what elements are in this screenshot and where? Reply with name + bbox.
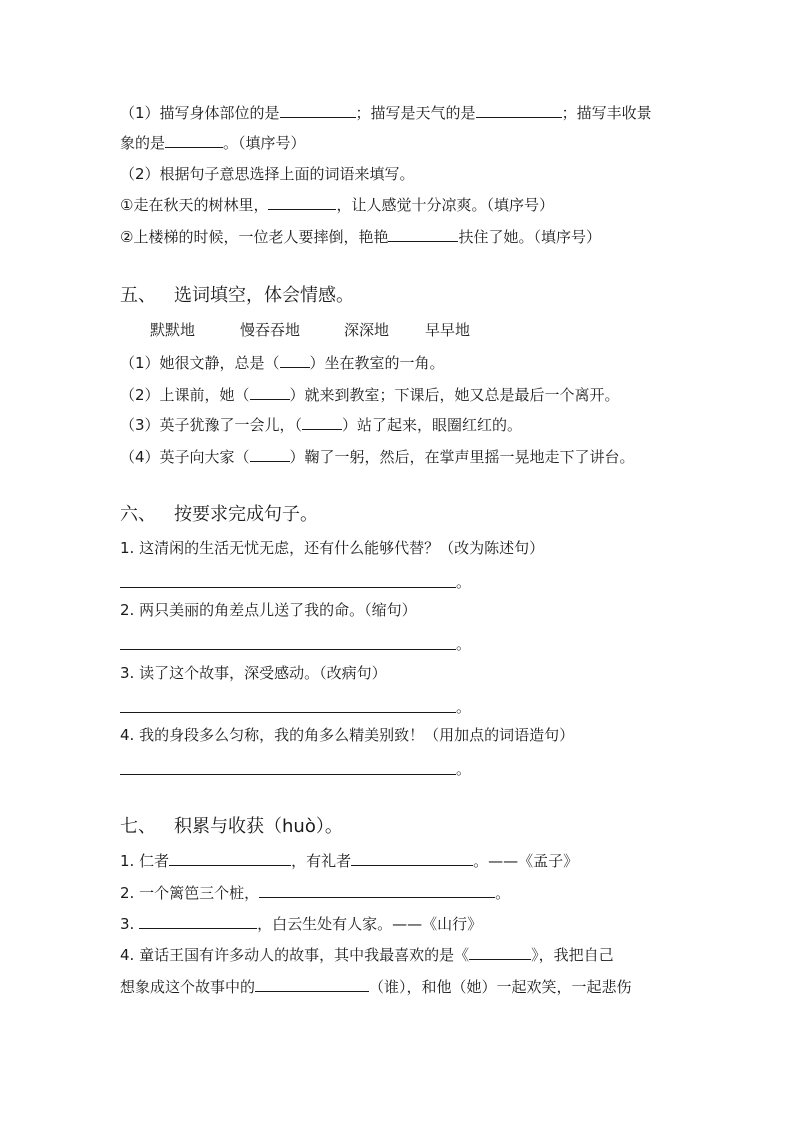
answer-blank[interactable]	[388, 226, 458, 242]
word-bank-item: 默默地	[150, 321, 196, 339]
s5-item4: （4）英子向大家（ ）鞠了一躬，然后，在掌声里摇一晃地走下了讲台。	[120, 448, 635, 466]
word-bank-item: 早早地	[425, 321, 471, 339]
answer-blank[interactable]	[351, 850, 473, 866]
answer-blank[interactable]	[302, 414, 342, 430]
answer-blank[interactable]	[255, 976, 369, 992]
answer-blank[interactable]	[259, 882, 495, 898]
answer-blank[interactable]	[139, 913, 257, 929]
s4-q1-line2: 象的是 。（填序号）	[120, 134, 306, 152]
answer-blank[interactable]	[280, 102, 356, 118]
word-bank-item: 慢吞吞地	[240, 321, 301, 339]
answer-line[interactable]	[120, 630, 456, 650]
answer-blank[interactable]	[250, 446, 290, 462]
period-mark: 。	[456, 635, 472, 653]
s6-question4: 4. 我的身段多么匀称，我的角多么精美别致！（用加点的词语造句）	[120, 726, 575, 744]
answer-blank[interactable]	[169, 850, 291, 866]
s7-question2: 2. 一个篱笆三个桩， 。	[120, 884, 511, 902]
answer-blank[interactable]	[280, 352, 310, 368]
s4-q1-line1: （1）描写身体部位的是 ；描写是天气的是 ；描写丰收景	[120, 104, 652, 122]
s4-q2-text: （2）根据句子意思选择上面的词语来填写。	[120, 165, 415, 183]
section5-heading: 五、 选词填空，体会情感。	[120, 285, 354, 306]
answer-blank[interactable]	[250, 384, 290, 400]
answer-line[interactable]	[120, 693, 456, 713]
s7-question4-line1: 4. 童话王国有许多动人的故事，其中我最喜欢的是《 》，我把自己	[120, 946, 614, 964]
s4-sentence2: ②上楼梯的时候，一位老人要摔倒，艳艳 扶住了她。（填序号）	[120, 228, 601, 246]
period-mark: 。	[456, 573, 472, 591]
s7-question1: 1. 仁者 ，有礼者 。——《孟子》	[120, 852, 579, 870]
answer-blank[interactable]	[268, 194, 336, 210]
s5-item1: （1）她很文静，总是（ ）坐在教室的一角。	[120, 354, 445, 372]
s5-item2: （2）上课前，她（ ）就来到教室；下课后，她又总是最后一个离开。	[120, 386, 620, 404]
s5-item3: （3）英子犹豫了一会儿，（ ）站了起来，眼圈红红的。	[120, 416, 523, 434]
s7-question4-line2: 想象成这个故事中的 （谁），和他（她）一起欢笑，一起悲伤	[120, 978, 632, 996]
word-bank-item: 深深地	[344, 321, 390, 339]
answer-blank[interactable]	[165, 132, 223, 148]
s6-question1: 1. 这清闲的生活无忧无虑，还有什么能够代替？（改为陈述句）	[120, 539, 545, 557]
s4-sentence1: ①走在秋天的树林里， ，让人感觉十分凉爽。（填序号）	[120, 196, 554, 214]
answer-line[interactable]	[120, 568, 456, 588]
s6-question2: 2. 两只美丽的角差点儿送了我的命。（缩句）	[120, 601, 417, 619]
answer-blank[interactable]	[476, 102, 562, 118]
section6-heading: 六、 按要求完成句子。	[120, 504, 318, 525]
s7-question3: 3. ，白云生处有人家。——《山行》	[120, 915, 483, 933]
s6-question3: 3. 读了这个故事，深受感动。（改病句）	[120, 664, 387, 682]
section7-heading: 七、 积累与收获（huò）。	[120, 816, 343, 837]
period-mark: 。	[456, 760, 472, 778]
period-mark: 。	[456, 698, 472, 716]
answer-line[interactable]	[120, 755, 456, 775]
answer-blank[interactable]	[469, 944, 531, 960]
